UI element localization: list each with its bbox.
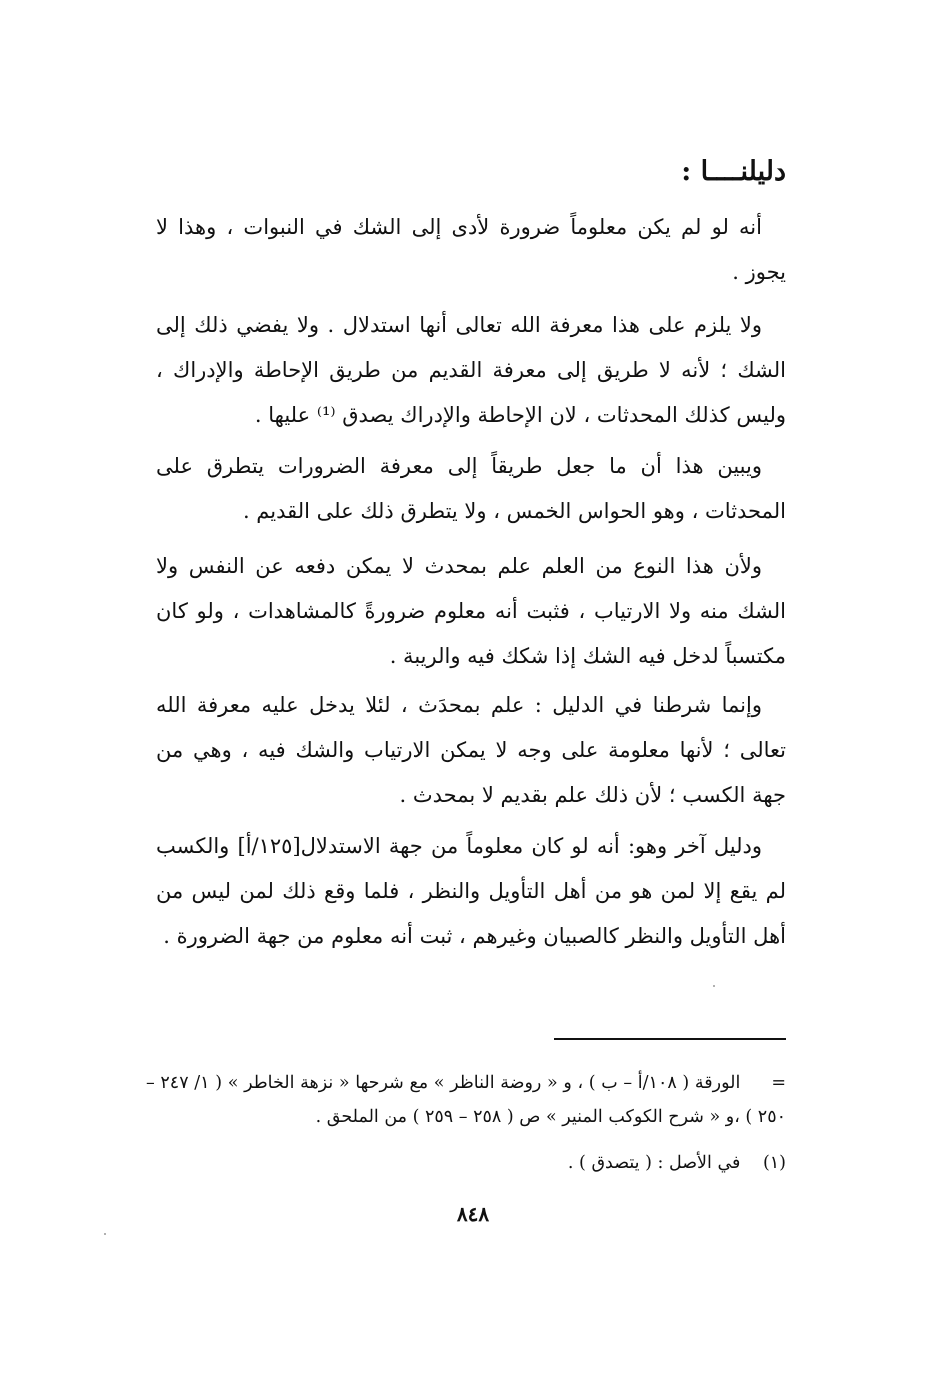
paragraph-6 [156,824,786,959]
paragraph-6-text: ودليل آخر وهو: أنه لو كان معلوماً من جهة الاستدلال[١٢٥/أ] والكسب لم يقع إلا لمن هو من أهل التأويل والنظر ، فلما وقع ذلك لمن ليس من أهل التأويل والنظر كالصبيان وغيرهم ، ثبت أنه معلوم من جهة الضرورة . [156,834,786,948]
paragraph-1-text: أنه لو لم يكن معلوماً ضرورة لأدى إلى الشك في النبوات ، وهذا لا يجوز . [156,215,786,284]
paragraph-1 [156,205,786,295]
paragraph-4 [156,544,786,679]
footnote-continuation-marker: = [771,1073,786,1093]
paragraph-3 [156,444,786,534]
footnote-1-marker: (١) [762,1153,786,1173]
footnote-continuation-text: الورقة ( ١٠٨/أ – ب ) ، و « روضة الناظر » مع شرحها « نزهة الخاطر » ( ١/ ٢٤٧ – ٢٥٠ ) ،و « شرح الكوكب المنير » ص ( ٢٥٨ – ٢٥٩ ) من الملحق . [146,1073,786,1127]
paragraph-2 [156,303,786,438]
footnote-separator [554,1038,786,1040]
paragraph-2-text: ولا يلزم على هذا معرفة الله تعالى أنها استدلال . ولا يفضي ذلك إلى الشك ؛ لأنه لا طريق إلى معرفة القديم من طريق الإحاطة والإدراك ، وليس كذلك المحدثات ، لان الإحاطة والإدراك يصدق ⁽¹⁾ عليها . [156,313,786,427]
footnote-continuation [146,1066,786,1134]
scan-speck [104,1233,106,1235]
paragraph-5 [156,683,786,818]
footnote-1-text: في الأصل : ( يتصدق ) . [567,1153,741,1173]
section-heading: دليلنــــا : [681,156,786,187]
paragraph-5-text: وإنما شرطنا في الدليل : علم بمحدَث ، لئلا يدخل عليه معرفة الله تعالى ؛ لأنها معلومة على وجه لا يمكن الارتياب والشك فيه ، وهي من جهة الكسب ؛ لأن ذلك علم بقديم لا بمحدث . [156,693,786,807]
scan-speck [713,985,715,987]
page-number: ٨٤٨ [456,1202,490,1226]
footnote-1 [146,1146,786,1180]
paragraph-3-text: ويبين هذا أن ما جعل طريقاً إلى معرفة الضرورات يتطرق على المحدثات ، وهو الحواس الخمس ، ولا يتطرق ذلك على القديم . [156,454,786,523]
paragraph-4-text: ولأن هذا النوع من العلم علم بمحدث لا يمكن دفعه عن النفس ولا الشك منه ولا الارتياب ، فثبت أنه معلوم ضرورةً كالمشاهدات ، ولو كان مكتسباً لدخل فيه الشك إذا شكك فيه والريبة . [156,554,786,668]
